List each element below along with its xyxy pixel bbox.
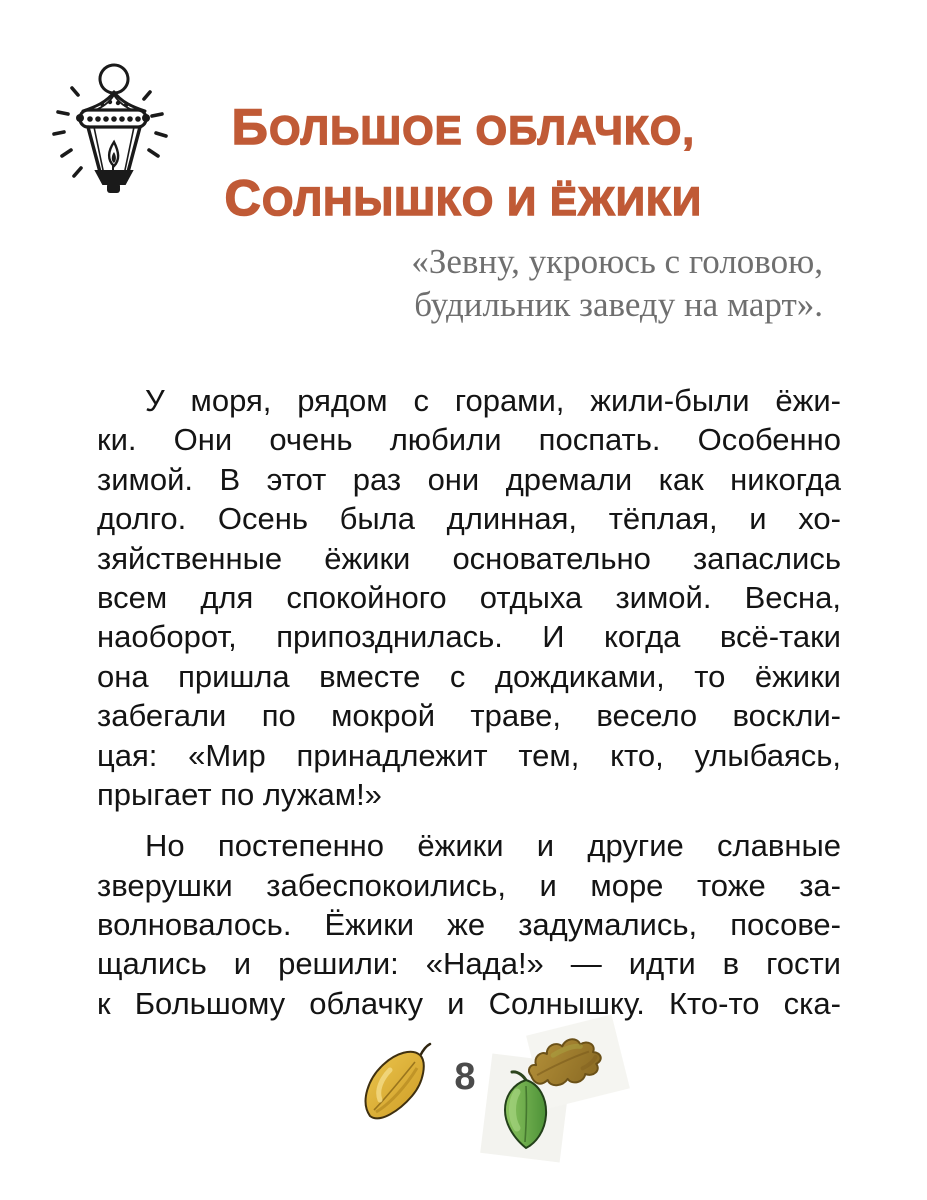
text-line: зяйственные ёжики основательно запаслись <box>97 540 841 576</box>
epigraph-line-1: «Зевну, укроюсь с головою, <box>411 242 823 281</box>
epigraph-line-2: будильник заведу на март». <box>414 285 823 324</box>
story-title <box>0 94 927 236</box>
paragraph-2 <box>97 826 841 1023</box>
paragraph-1 <box>97 381 841 814</box>
oak-leaf-icon <box>521 1028 611 1098</box>
text-line: прыгает по лужам!» <box>97 776 382 812</box>
text-line: долго. Осень была длинная, тёплая, и хо- <box>97 501 841 537</box>
story-title-line-2: СОЛНЫШКО И ЁЖИКИ <box>224 170 703 226</box>
text-line: щались и решили: «Нада!» — идти в гости <box>97 946 841 982</box>
text-line: всем для спокойного отдыха зимой. Весна, <box>97 579 841 615</box>
text-line: забегали по мокрой траве, весело воскли- <box>97 698 841 734</box>
text-line: зимой. В этот раз они дремали как никогда <box>97 461 841 497</box>
text-line: к Большому облачку и Солнышку. Кто-то ска- <box>97 985 841 1021</box>
text-line: У моря, рядом с горами, жили-были ёжи- <box>145 383 841 418</box>
story-text <box>97 381 841 1023</box>
text-line: Но постепенно ёжики и другие славные <box>145 828 841 864</box>
text-line: она пришла вместе с дождиками, то ёжики <box>97 658 841 694</box>
text-line: цая: «Мир принадлежит тем, кто, улыбаясь, <box>97 737 841 773</box>
text-line: ки. Они очень любили поспать. Особенно <box>97 422 841 458</box>
yellow-leaf-icon <box>360 1040 436 1124</box>
text-line: волновалось. Ёжики же задумались, посове- <box>97 907 841 943</box>
page-number: 8 <box>454 1056 476 1098</box>
text-line: зверушки забеспокоились, и море тоже за- <box>97 867 841 903</box>
story-title-line-1: БОЛЬШОЕ ОБЛАЧКО, <box>231 99 696 155</box>
epigraph <box>411 240 823 326</box>
text-line: наоборот, припозднилась. И когда всё-таки <box>97 619 841 655</box>
